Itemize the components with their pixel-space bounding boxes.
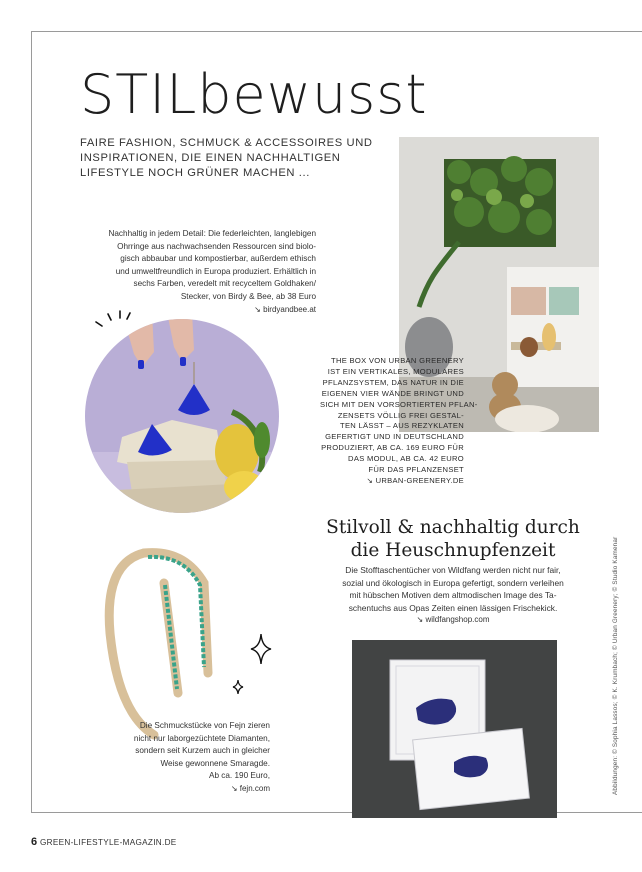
earrings-line: Nachhaltig in jedem Detail: Die federleichten, langlebigen	[108, 229, 316, 238]
greenery-caption	[320, 356, 478, 487]
headline-line: die Heuschnupfenzeit	[350, 540, 556, 561]
greenery-line: EIGENEN VIER WÄNDE BRINGT UND	[321, 388, 464, 398]
handkerchief-line: Die Stofftaschentücher von Wildfang werden nicht nur fair,	[345, 565, 561, 575]
greenery-line: THE BOX VON URBAN GREENERY	[331, 356, 464, 365]
greenery-line: IST EIN VERTIKALES, MODULARES	[327, 366, 464, 376]
page-title: STILbewusst	[80, 63, 428, 126]
subtitle-line: FAIRE FASHION, SCHMUCK & ACCESSOIRES UND	[80, 137, 373, 149]
handkerchief-line: sozial und ökologisch in Europa gefertigt, sondern verleihen	[342, 577, 564, 588]
ring-line: sondern seit Kurzem auch in gleicher	[135, 746, 270, 756]
ring-line: Weise gewonnene Smaragde.	[160, 758, 270, 768]
earrings-line: und umweltfreundlich in Europa produziert. Erhältlich in	[115, 266, 316, 276]
greenery-line: TEN LÄSST – AUS REZYKLATEN	[340, 421, 464, 431]
ring-line: Ab ca. 190 Euro,	[209, 771, 270, 781]
subtitle-line: LIFESTYLE NOCH GRÜNER MACHEN ...	[80, 167, 310, 179]
sparkle-icon	[250, 633, 272, 665]
credits-text: Abbildungen: © Sophia Lassos; © K. Krumbach; © Urban Greenery; © Studio Kamenar	[612, 536, 619, 795]
footer-site[interactable]: GREEN-LIFESTYLE-MAGAZIN.DE	[40, 838, 177, 847]
earrings-line: sechs Farben, veredelt mit recyceltem Goldhaken/	[133, 279, 316, 289]
greenery-line: ZENSETS VÖLLIG FREI GESTAL-	[337, 410, 464, 420]
sparkle-dashes-icon	[92, 308, 138, 330]
handkerchief-link[interactable]: ↘ wildfangshop.com	[416, 615, 490, 625]
handkerchief-line: schentuchs aus Opas Zeiten einen lässigen Frischekick.	[348, 602, 558, 613]
ring-photo	[104, 543, 218, 743]
ring-line: Die Schmuckstücke von Fejn zieren	[139, 721, 270, 730]
earrings-line: Stecker, von Birdy & Bee, ab 38 Euro	[180, 291, 316, 301]
earrings-link[interactable]: ↘ birdyandbee.at	[254, 304, 316, 314]
page-subtitle	[80, 136, 380, 181]
greenery-line: PFLANZSYSTEM, DAS NATUR IN DIE	[322, 377, 464, 387]
earrings-line: gisch abbaubar und kompostierbar, außerdem ethisch	[120, 254, 316, 264]
sparkle-small-icon	[232, 679, 244, 695]
earrings-description	[60, 228, 316, 316]
page-number: 6	[31, 836, 38, 848]
photo-credits	[612, 536, 624, 795]
greenery-line: DAS MODUL, AB CA. 42 EURO	[348, 454, 464, 464]
greenery-line: SICH MIT DEN VORSORTIERTEN PFLAN-	[320, 399, 478, 409]
ring-description	[120, 720, 270, 796]
handkerchief-photo	[352, 640, 557, 818]
earrings-line: Ohrringe aus nachwachsenden Ressourcen sind biolo-	[117, 241, 316, 251]
handkerchief-line: mit hübschen Motiven dem altmodischen Image des Ta-	[349, 590, 557, 601]
handkerchief-description	[318, 564, 588, 627]
ring-link[interactable]: ↘ fejn.com	[230, 783, 270, 793]
greenery-line: GEFERTIGT UND IN DEUTSCHLAND	[325, 432, 464, 442]
handkerchief-headline	[318, 516, 588, 562]
greenery-link[interactable]: ↘ URBAN-GREENERY.DE	[366, 475, 464, 485]
subtitle-line: INSPIRATIONEN, DIE EINEN NACHHALTIGEN	[80, 152, 341, 164]
greenery-line: FÜR DAS PFLANZENSET	[368, 465, 464, 475]
headline-line: Stilvoll & nachhaltig durch	[326, 517, 580, 538]
greenery-line: PRODUZIERT, AB CA. 169 EURO FÜR	[321, 443, 464, 453]
ring-line: nicht nur laborgezüchtete Diamanten,	[133, 733, 270, 743]
earrings-photo	[82, 312, 282, 517]
